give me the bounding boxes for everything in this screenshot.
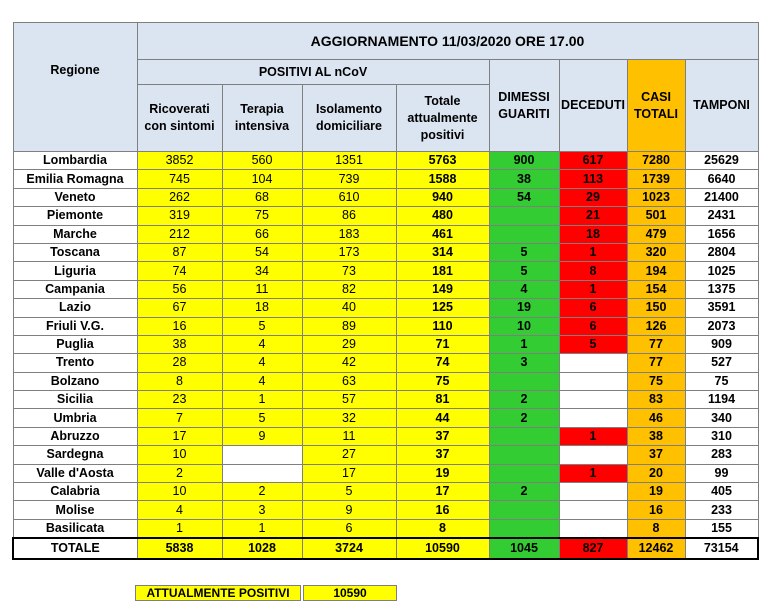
- header-ricoverati: Ricoverati con sintomi: [137, 85, 222, 152]
- cell-deceduti: 113: [559, 170, 627, 188]
- table-row: [13, 501, 758, 519]
- cell-totale: 1588: [396, 170, 489, 188]
- cell-ricoverati: 74: [137, 262, 222, 280]
- cell-casi: 479: [627, 225, 685, 243]
- cell-totale: 44: [396, 409, 489, 427]
- cell-isolamento: 32: [302, 409, 396, 427]
- cell-terapia: 75: [222, 207, 302, 225]
- cell-region: Calabria: [13, 483, 137, 501]
- table-row: [13, 427, 758, 445]
- cell-totale: 149: [396, 280, 489, 298]
- cell-tamponi: 340: [685, 409, 758, 427]
- cell-tamponi: 99: [685, 464, 758, 482]
- table-row: [13, 391, 758, 409]
- cell-ricoverati: 56: [137, 280, 222, 298]
- cell-totale: 110: [396, 317, 489, 335]
- cell-tamponi: 283: [685, 446, 758, 464]
- cell-terapia: 1: [222, 391, 302, 409]
- cell-terapia: 560: [222, 152, 302, 170]
- cell-region: Emilia Romagna: [13, 170, 137, 188]
- cell-dimessi: 19: [489, 299, 559, 317]
- cell-totale: 81: [396, 391, 489, 409]
- cell-casi: 12462: [627, 538, 685, 559]
- cell-isolamento: 5: [302, 483, 396, 501]
- cell-ricoverati: 10: [137, 483, 222, 501]
- cell-casi: 37: [627, 446, 685, 464]
- cell-dimessi: 2: [489, 483, 559, 501]
- cell-ricoverati: 745: [137, 170, 222, 188]
- cell-totale: 37: [396, 427, 489, 445]
- cell-terapia: 5: [222, 409, 302, 427]
- cell-region: Toscana: [13, 243, 137, 261]
- cell-region: Sicilia: [13, 391, 137, 409]
- cell-ricoverati: 8: [137, 372, 222, 390]
- cell-casi: 1023: [627, 188, 685, 206]
- cell-tamponi: 2073: [685, 317, 758, 335]
- cell-dimessi: [489, 372, 559, 390]
- cell-tamponi: 1025: [685, 262, 758, 280]
- cell-tamponi: 6640: [685, 170, 758, 188]
- cell-totale: 5763: [396, 152, 489, 170]
- cell-region: Bolzano: [13, 372, 137, 390]
- cell-casi: 16: [627, 501, 685, 519]
- table-row: [13, 409, 758, 427]
- cell-tamponi: 527: [685, 354, 758, 372]
- table-row: [13, 262, 758, 280]
- cell-region: Liguria: [13, 262, 137, 280]
- cell-casi: 46: [627, 409, 685, 427]
- cell-region: Basilicata: [13, 519, 137, 538]
- cell-region: Lazio: [13, 299, 137, 317]
- cell-totale: 19: [396, 464, 489, 482]
- cell-region: Veneto: [13, 188, 137, 206]
- cell-ricoverati: 17: [137, 427, 222, 445]
- cell-deceduti: 1: [559, 427, 627, 445]
- cell-deceduti: 18: [559, 225, 627, 243]
- cell-deceduti: 617: [559, 152, 627, 170]
- cell-terapia: 66: [222, 225, 302, 243]
- table-row: [13, 207, 758, 225]
- table-row: [13, 335, 758, 353]
- cell-casi: 75: [627, 372, 685, 390]
- cell-tamponi: 3591: [685, 299, 758, 317]
- cell-terapia: 1: [222, 519, 302, 538]
- cell-deceduti: 6: [559, 299, 627, 317]
- cell-isolamento: 63: [302, 372, 396, 390]
- cell-totale: 16: [396, 501, 489, 519]
- cell-dimessi: [489, 427, 559, 445]
- cell-terapia: 34: [222, 262, 302, 280]
- cell-ricoverati: 67: [137, 299, 222, 317]
- cell-terapia: 68: [222, 188, 302, 206]
- cell-terapia: 104: [222, 170, 302, 188]
- cell-tamponi: 1656: [685, 225, 758, 243]
- table-row: [13, 243, 758, 261]
- cell-deceduti: 21: [559, 207, 627, 225]
- cell-region: Sardegna: [13, 446, 137, 464]
- cell-totale: 17: [396, 483, 489, 501]
- table-row: [13, 188, 758, 206]
- cell-dimessi: 4: [489, 280, 559, 298]
- cell-casi: 77: [627, 354, 685, 372]
- cell-isolamento: 183: [302, 225, 396, 243]
- cell-isolamento: 42: [302, 354, 396, 372]
- table-row: [13, 519, 758, 538]
- cell-terapia: 1028: [222, 538, 302, 559]
- cell-casi: 8: [627, 519, 685, 538]
- cell-casi: 83: [627, 391, 685, 409]
- cell-terapia: 9: [222, 427, 302, 445]
- cell-casi: 38: [627, 427, 685, 445]
- cell-terapia: 4: [222, 335, 302, 353]
- table-row: [13, 152, 758, 170]
- cell-tamponi: 21400: [685, 188, 758, 206]
- header-dimessi: DIMESSI GUARITI: [489, 60, 559, 152]
- cell-tamponi: 1375: [685, 280, 758, 298]
- cell-deceduti: 5: [559, 335, 627, 353]
- cell-totale: 181: [396, 262, 489, 280]
- cell-totale: 75: [396, 372, 489, 390]
- cell-totale: 74: [396, 354, 489, 372]
- cell-dimessi: [489, 519, 559, 538]
- header-terapia: Terapia intensiva: [222, 85, 302, 152]
- cell-dimessi: 1045: [489, 538, 559, 559]
- cell-tamponi: 1194: [685, 391, 758, 409]
- cell-isolamento: 40: [302, 299, 396, 317]
- cell-isolamento: 27: [302, 446, 396, 464]
- cell-isolamento: 9: [302, 501, 396, 519]
- cell-deceduti: 1: [559, 243, 627, 261]
- cell-region: Marche: [13, 225, 137, 243]
- cell-casi: 7280: [627, 152, 685, 170]
- header-totale-positivi: Totale attualmente positivi: [396, 85, 489, 152]
- cell-region: Lombardia: [13, 152, 137, 170]
- cell-region: Puglia: [13, 335, 137, 353]
- cell-dimessi: 2: [489, 391, 559, 409]
- header-tamponi: TAMPONI: [685, 60, 758, 152]
- table-row: [13, 299, 758, 317]
- cell-ricoverati: 1: [137, 519, 222, 538]
- cell-dimessi: [489, 225, 559, 243]
- cell-casi: 501: [627, 207, 685, 225]
- cell-deceduti: [559, 354, 627, 372]
- cell-dimessi: [489, 446, 559, 464]
- cell-casi: 77: [627, 335, 685, 353]
- cell-tamponi: 405: [685, 483, 758, 501]
- cell-ricoverati: 23: [137, 391, 222, 409]
- cell-terapia: 18: [222, 299, 302, 317]
- cell-tamponi: 25629: [685, 152, 758, 170]
- cell-dimessi: 1: [489, 335, 559, 353]
- cell-ricoverati: 10: [137, 446, 222, 464]
- cell-isolamento: 82: [302, 280, 396, 298]
- cell-totale: 8: [396, 519, 489, 538]
- cell-totale: 10590: [396, 538, 489, 559]
- cell-isolamento: 29: [302, 335, 396, 353]
- cell-dimessi: [489, 207, 559, 225]
- table-row: [13, 483, 758, 501]
- report-title: AGGIORNAMENTO 11/03/2020 ORE 17.00: [137, 23, 758, 60]
- cell-ricoverati: 7: [137, 409, 222, 427]
- cell-isolamento: 173: [302, 243, 396, 261]
- cell-ricoverati: 319: [137, 207, 222, 225]
- cell-deceduti: 6: [559, 317, 627, 335]
- table-row: [13, 280, 758, 298]
- cell-isolamento: 610: [302, 188, 396, 206]
- cell-isolamento: 89: [302, 317, 396, 335]
- cell-ricoverati: 38: [137, 335, 222, 353]
- cell-isolamento: 739: [302, 170, 396, 188]
- cell-deceduti: [559, 501, 627, 519]
- footer-label: ATTUALMENTE POSITIVI: [135, 585, 301, 601]
- cell-tamponi: 909: [685, 335, 758, 353]
- cell-deceduti: [559, 519, 627, 538]
- cell-tamponi: 310: [685, 427, 758, 445]
- cell-totale: 940: [396, 188, 489, 206]
- cell-ricoverati: 28: [137, 354, 222, 372]
- table-row: [13, 446, 758, 464]
- cell-terapia: 11: [222, 280, 302, 298]
- cell-terapia: 3: [222, 501, 302, 519]
- table-row: [13, 317, 758, 335]
- cell-isolamento: 57: [302, 391, 396, 409]
- table-row: [13, 170, 758, 188]
- total-row: [13, 538, 758, 559]
- table-row: [13, 354, 758, 372]
- cell-ricoverati: 3852: [137, 152, 222, 170]
- cell-totale: 125: [396, 299, 489, 317]
- cell-deceduti: [559, 372, 627, 390]
- table-row: [13, 372, 758, 390]
- cell-casi: 154: [627, 280, 685, 298]
- cell-ricoverati: 87: [137, 243, 222, 261]
- cell-casi: 19: [627, 483, 685, 501]
- cell-terapia: 4: [222, 354, 302, 372]
- cell-region: Umbria: [13, 409, 137, 427]
- cell-dimessi: 38: [489, 170, 559, 188]
- cell-tamponi: 73154: [685, 538, 758, 559]
- cell-ricoverati: 262: [137, 188, 222, 206]
- cell-dimessi: 3: [489, 354, 559, 372]
- cell-terapia: 4: [222, 372, 302, 390]
- cell-dimessi: 2: [489, 409, 559, 427]
- cell-tamponi: 2804: [685, 243, 758, 261]
- cell-isolamento: 3724: [302, 538, 396, 559]
- cell-deceduti: [559, 483, 627, 501]
- header-deceduti: DECEDUTI: [559, 60, 627, 152]
- header-regione: Regione: [13, 23, 137, 152]
- cell-deceduti: 1: [559, 464, 627, 482]
- covid-report-table-container: [12, 22, 759, 560]
- cell-deceduti: 1: [559, 280, 627, 298]
- cell-region: Piemonte: [13, 207, 137, 225]
- table-row: [13, 464, 758, 482]
- cell-dimessi: 10: [489, 317, 559, 335]
- cell-isolamento: 11: [302, 427, 396, 445]
- cell-ricoverati: 16: [137, 317, 222, 335]
- cell-terapia: [222, 446, 302, 464]
- cell-terapia: 54: [222, 243, 302, 261]
- cell-totale: 71: [396, 335, 489, 353]
- cell-deceduti: [559, 409, 627, 427]
- cell-ricoverati: 5838: [137, 538, 222, 559]
- cell-totale: 37: [396, 446, 489, 464]
- cell-isolamento: 86: [302, 207, 396, 225]
- cell-dimessi: [489, 501, 559, 519]
- cell-casi: 320: [627, 243, 685, 261]
- cell-region: Valle d'Aosta: [13, 464, 137, 482]
- cell-casi: 150: [627, 299, 685, 317]
- cell-deceduti: [559, 391, 627, 409]
- cell-terapia: 2: [222, 483, 302, 501]
- cell-region: Abruzzo: [13, 427, 137, 445]
- covid-report-table: [12, 22, 759, 560]
- cell-casi: 1739: [627, 170, 685, 188]
- cell-tamponi: 233: [685, 501, 758, 519]
- cell-casi: 20: [627, 464, 685, 482]
- header-casi: CASI TOTALI: [627, 60, 685, 152]
- table-body: [13, 152, 758, 560]
- cell-region: Campania: [13, 280, 137, 298]
- cell-ricoverati: 212: [137, 225, 222, 243]
- cell-casi: 194: [627, 262, 685, 280]
- cell-ricoverati: 4: [137, 501, 222, 519]
- cell-terapia: 5: [222, 317, 302, 335]
- cell-dimessi: 900: [489, 152, 559, 170]
- cell-dimessi: 54: [489, 188, 559, 206]
- cell-dimessi: [489, 464, 559, 482]
- header-positivi-group: POSITIVI AL nCoV: [137, 60, 489, 85]
- table-row: [13, 225, 758, 243]
- cell-deceduti: 8: [559, 262, 627, 280]
- cell-region: Molise: [13, 501, 137, 519]
- cell-tamponi: 75: [685, 372, 758, 390]
- cell-ricoverati: 2: [137, 464, 222, 482]
- cell-isolamento: 73: [302, 262, 396, 280]
- cell-totale: 461: [396, 225, 489, 243]
- cell-region: Trento: [13, 354, 137, 372]
- cell-deceduti: 827: [559, 538, 627, 559]
- cell-totale: 480: [396, 207, 489, 225]
- cell-totale: 314: [396, 243, 489, 261]
- cell-dimessi: 5: [489, 243, 559, 261]
- cell-deceduti: 29: [559, 188, 627, 206]
- cell-tamponi: 2431: [685, 207, 758, 225]
- cell-dimessi: 5: [489, 262, 559, 280]
- cell-region: TOTALE: [13, 538, 137, 559]
- cell-isolamento: 1351: [302, 152, 396, 170]
- cell-tamponi: 155: [685, 519, 758, 538]
- cell-isolamento: 17: [302, 464, 396, 482]
- cell-region: Friuli V.G.: [13, 317, 137, 335]
- cell-casi: 126: [627, 317, 685, 335]
- footer-value: 10590: [303, 585, 397, 601]
- cell-deceduti: [559, 446, 627, 464]
- cell-isolamento: 6: [302, 519, 396, 538]
- cell-terapia: [222, 464, 302, 482]
- header-isolamento: Isolamento domiciliare: [302, 85, 396, 152]
